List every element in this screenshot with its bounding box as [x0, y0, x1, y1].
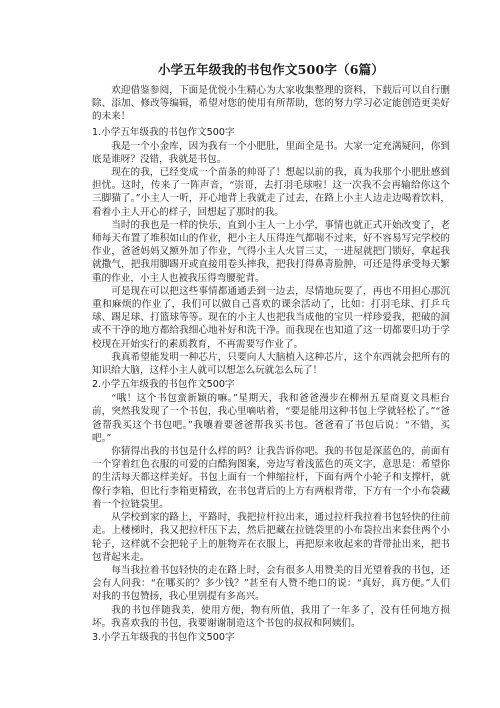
paragraph: 现在的我，已经变成一个苗条的帅哥了！想起以前的我，真为我那个小肥肚感到担忧。这时，传来了一阵声音，“崇哥，去打羽毛球啦！这一次我不会再输给你这个三脚猫了。”小主人一听，开心地背上我就走了过去，在路上小主人边走边喝着饮料，看着小主人开心的样子，回想起了那时的我。: [92, 167, 450, 218]
paragraph: 我是一个小金库，因为我有一个小肥肚，里面全是书。大家一定充满疑问，你到底是谁呀？没错，我就是书包。: [92, 140, 450, 165]
paragraph: 从学校到家的路上，平路时，我把拉杆拉出来，通过拉杆我拉着书包轻快的往前走。上楼梯时，我又把拉杆压下去，然后把藏在拉链袋里的小布袋拉出来套住两个小轮子，这样就不会把轮子上的脏物弄在衣服上，再把原来收起来的背带扯出来，把书包背起来走。: [92, 512, 450, 563]
section-1: [92, 126, 450, 378]
paragraph: 可是现在可以把这些事情都通通丢到一边去，尽情地玩耍了，再也不用担心那沉重和麻烦的作业了，我们可以做自己喜欢的课余活动了，比如：打羽毛球、打乒乓球、踢足球、打篮球等等。现在的小主人也把我当成他的宝贝一样珍爱我，把破的洞或不干净的地方都给我细心地补好和洗干净。而我现在也知道了这一切都要归功于学校现在开始实行的素质教育，不再需要写作业了。: [92, 285, 450, 350]
paragraph: 我真希望能发明一种芯片，只要向人大脑植入这种芯片，这个东西就会把所有的知识给大脑，这样小主人就可以想怎么玩就怎么玩了！: [92, 351, 450, 377]
section-heading: 3.小学五年级我的书包作文500字: [92, 631, 235, 643]
paragraph: 你猜得出我的书包是什么样的吗？让我告诉你吧。我的书包是深蓝色的，前面有一个穿着红色衣服的可爱的白酷狗图案，旁边写着浅蓝色的英文字，意思是：希望你的生活每天都这样美好。书包上面有一个伸缩拉杆，下面有两个小轮子和支撑杆，就像行李箱，但比行李箱更精致，在书包背后的上方有两根背带，下方有一个小布袋藏着一个拉链袋里。: [92, 446, 450, 510]
section-heading: 1.小学五年级我的书包作文500字: [92, 126, 235, 138]
paragraph: 当时的我也是一样的快乐，直到小主人一上小学，事情也就正式开始改变了，老师每天布置了堆积如山的作业，把小主人压得连气都喘不过来，好不容易写完学校的作业，爸爸妈妈又额外加了作业，气得小主人火冒三丈，一进屋就把门锁好，拿起我就撒气，把我用脚踢开或直接用卷头摔我，把我打得鼻青脸肿，可还是得承受每天繁重的作业，小主人也被我压得弯腰驼背。: [92, 219, 450, 284]
section-3: [92, 631, 450, 644]
document-title: 小学五年级我的书包作文500字（6篇）: [157, 62, 385, 77]
section-heading: 2.小学五年级我的书包作文500字: [92, 379, 235, 391]
intro-paragraph: 欢迎借鉴参阅，下面是优悦小生精心为大家收集整理的资料，下载后可以自行删除、添加、修改等编辑，希望对您的使用有所帮助，您的努力学习必定能创造更美好的未来！: [92, 85, 450, 123]
paragraph: 我的书包伴随我美，使用方便，物有所值，我用了一年多了，没有任何地方损坏。我喜欢我的书包，我要谢谢制造这个书包的叔叔和阿姨们。: [92, 604, 450, 629]
paragraph: “哦！这个书包蛮新颖的嘛。”星期天，我和爸爸漫步在柳州五星商夏文具柜台前，突然我发现了一个书包，我心里嘀咕着，“要是能用这种书包上学就轻松了。”“爸爸帮我买这个书包吧。”我嚷着要爸爸帮我买书包。爸爸看了书包后说：“不错，买吧。”: [92, 393, 450, 444]
paragraph: 每当我拉着书包轻快的走在路上时，会有很多人用赞美的目光望着我的书包，还会有人问我：“在哪买的？多少钱？”甚至有人赞不绝口的说：“真好，真方便。”人们对我的书包赞扬，我心里别提有多高兴。: [92, 564, 450, 603]
section-2: [92, 378, 450, 630]
